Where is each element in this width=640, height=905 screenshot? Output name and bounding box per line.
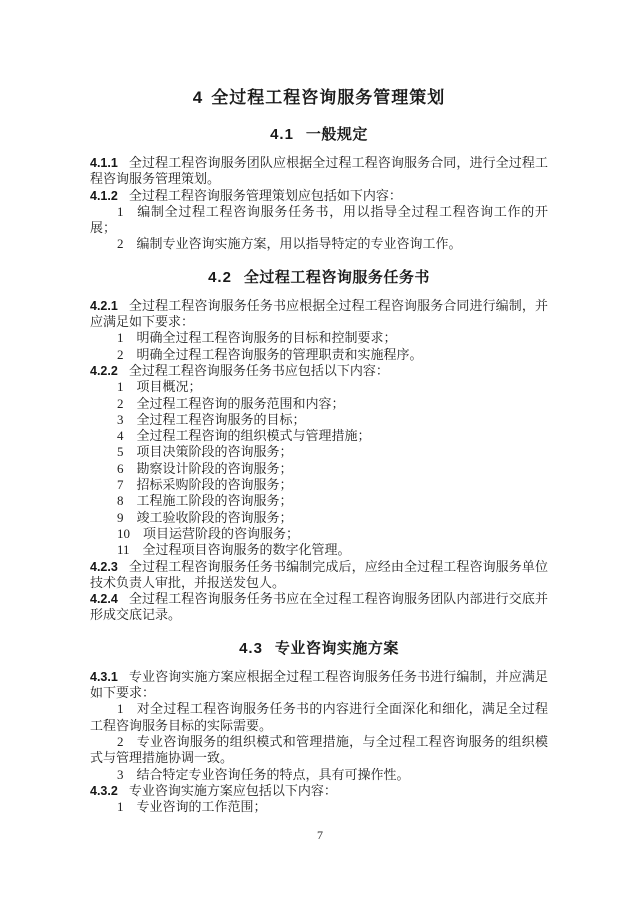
- paragraph-text: 全过程工程咨询服务任务书应在全过程工程咨询服务团队内部进行交底并形成交底记录。: [90, 591, 548, 623]
- clause-4.2.4: [90, 591, 548, 624]
- item-number: 7: [117, 477, 124, 493]
- paragraph-text: 项目运营阶段的咨询服务；: [143, 525, 300, 541]
- paragraph-text: 全过程工程咨询的组织模式与管理措施；: [136, 428, 371, 444]
- list-item: [90, 510, 548, 526]
- paragraph-text: 结合特定专业咨询任务的特点，具有可操作性。: [136, 766, 410, 782]
- clause-4.2.3: [90, 559, 548, 592]
- item-number: 1: [117, 799, 124, 815]
- item-number: 11: [117, 542, 130, 558]
- clause-number: 4.3.1: [90, 669, 118, 684]
- paragraph-text: 专业咨询的工作范围；: [136, 799, 267, 815]
- section-title-text: 专业咨询实施方案: [274, 639, 399, 657]
- item-number: 4: [117, 428, 124, 444]
- paragraph-text: 全过程工程咨询服务任务书应根据全过程工程咨询服务合同进行编制，并应满足如下要求：: [90, 297, 548, 330]
- paragraph-text: 对全过程工程咨询服务任务书的内容进行全面深化和细化，满足全过程工程咨询服务目标的实际需要。: [90, 701, 548, 733]
- clause-number: 4.2.1: [90, 298, 118, 313]
- section-title-text: 一般规定: [305, 126, 368, 143]
- item-number: 6: [117, 460, 124, 476]
- list-item: [90, 428, 548, 444]
- paragraph-text: 全过程工程咨询服务管理策划应包括如下内容：: [128, 187, 402, 203]
- sections: [90, 124, 548, 815]
- clause-4.2.1: [90, 298, 548, 331]
- item-number: 5: [117, 444, 124, 460]
- section-number: 4.1: [270, 126, 294, 143]
- item-number: 1: [117, 330, 124, 346]
- section-number: 4.2: [208, 268, 232, 286]
- list-item: [90, 330, 548, 346]
- list-item: [90, 542, 548, 558]
- list-item: [90, 477, 548, 493]
- item-number: 1: [117, 379, 124, 395]
- clause-4.1.1: [90, 155, 548, 188]
- list-item: [90, 204, 548, 237]
- clause-4.3.1: [90, 669, 548, 702]
- list-item: [90, 799, 548, 815]
- list-item: [90, 461, 548, 477]
- item-number: 8: [117, 493, 124, 509]
- list-item: [90, 493, 548, 509]
- paragraph-text: 编制专业咨询实施方案，用以指导特定的专业咨询工作。: [136, 236, 462, 252]
- clause-number: 4.1.2: [90, 188, 118, 203]
- list-item: [90, 444, 548, 460]
- section-heading-4.3: [90, 638, 548, 660]
- paragraph-text: 竣工验收阶段的咨询服务；: [136, 509, 293, 525]
- chapter-title-text: 全过程工程咨询服务管理策划: [211, 88, 446, 107]
- section-heading-4.2: [90, 267, 548, 289]
- clause-number: 4.1.1: [90, 156, 118, 170]
- paragraph-text: 全过程工程咨询服务任务书编制完成后，应经由全过程工程咨询服务单位技术负责人审批，并报送发包人。: [90, 558, 548, 590]
- chapter-title: [90, 0, 548, 110]
- item-number: 3: [117, 411, 124, 427]
- item-number: 2: [117, 346, 124, 362]
- item-number: 1: [117, 203, 124, 219]
- paragraph-text: 专业咨询服务的组织模式和管理措施，与全过程工程咨询服务的组织模式与管理措施协调一致。: [90, 733, 548, 766]
- paragraph-text: 招标采购阶段的咨询服务；: [136, 477, 293, 493]
- list-item: [90, 412, 548, 428]
- page-number: 7: [317, 828, 323, 842]
- list-item: [90, 347, 548, 363]
- list-item: [90, 236, 548, 252]
- item-number: 3: [117, 766, 124, 782]
- clause-number: 4.2.2: [90, 363, 118, 378]
- paragraph-text: 专业咨询实施方案应包括以下内容：: [128, 782, 337, 798]
- paragraph-text: 勘察设计阶段的咨询服务；: [136, 460, 293, 476]
- section-title-text: 全过程工程咨询服务任务书: [243, 268, 430, 286]
- clause-4.2.2: [90, 363, 548, 379]
- paragraph-text: 项目决策阶段的咨询服务；: [136, 444, 293, 460]
- list-item: [90, 701, 548, 734]
- clause-4.3.2: [90, 783, 548, 799]
- section-heading-4.1: [90, 124, 548, 146]
- clause-number: 4.3.2: [90, 783, 118, 798]
- paragraph-text: 工程施工阶段的咨询服务；: [136, 493, 293, 509]
- paragraph-text: 明确全过程工程咨询服务的管理职责和实施程序。: [136, 346, 423, 362]
- list-item: [90, 767, 548, 783]
- section-number: 4.3: [239, 639, 263, 657]
- clause-number: 4.2.4: [90, 592, 118, 607]
- list-item: [90, 379, 548, 395]
- clause-number: 4.2.3: [90, 559, 118, 574]
- item-number: 10: [117, 525, 130, 541]
- item-number: 2: [117, 733, 124, 749]
- item-number: 9: [117, 509, 124, 525]
- paragraph-text: 专业咨询实施方案应根据全过程工程咨询服务任务书进行编制，并应满足如下要求：: [90, 668, 548, 701]
- list-item: [90, 396, 548, 412]
- item-number: 2: [117, 236, 124, 252]
- clause-4.1.2: [90, 188, 548, 204]
- paragraph-text: 全过程工程咨询服务的目标；: [136, 411, 306, 427]
- list-item: [90, 734, 548, 767]
- chapter-number: 4: [192, 88, 203, 107]
- paragraph-text: 全过程工程咨询的服务范围和内容；: [136, 395, 345, 411]
- item-number: 1: [117, 701, 124, 717]
- paragraph-text: 全过程工程咨询服务任务书应包括以下内容：: [128, 362, 389, 378]
- paragraph-text: 编制全过程工程咨询服务任务书，用以指导全过程工程咨询工作的开展；: [90, 203, 548, 236]
- paragraph-text: 全过程项目咨询服务的数字化管理。: [142, 542, 351, 558]
- paragraph-text: 全过程工程咨询服务团队应根据全过程工程咨询服务合同，进行全过程工程咨询服务管理策划。: [90, 155, 548, 187]
- paragraph-text: 项目概况；: [136, 379, 202, 395]
- list-item: [90, 526, 548, 542]
- item-number: 2: [117, 395, 124, 411]
- paragraph-text: 明确全过程工程咨询服务的目标和控制要求；: [136, 330, 397, 346]
